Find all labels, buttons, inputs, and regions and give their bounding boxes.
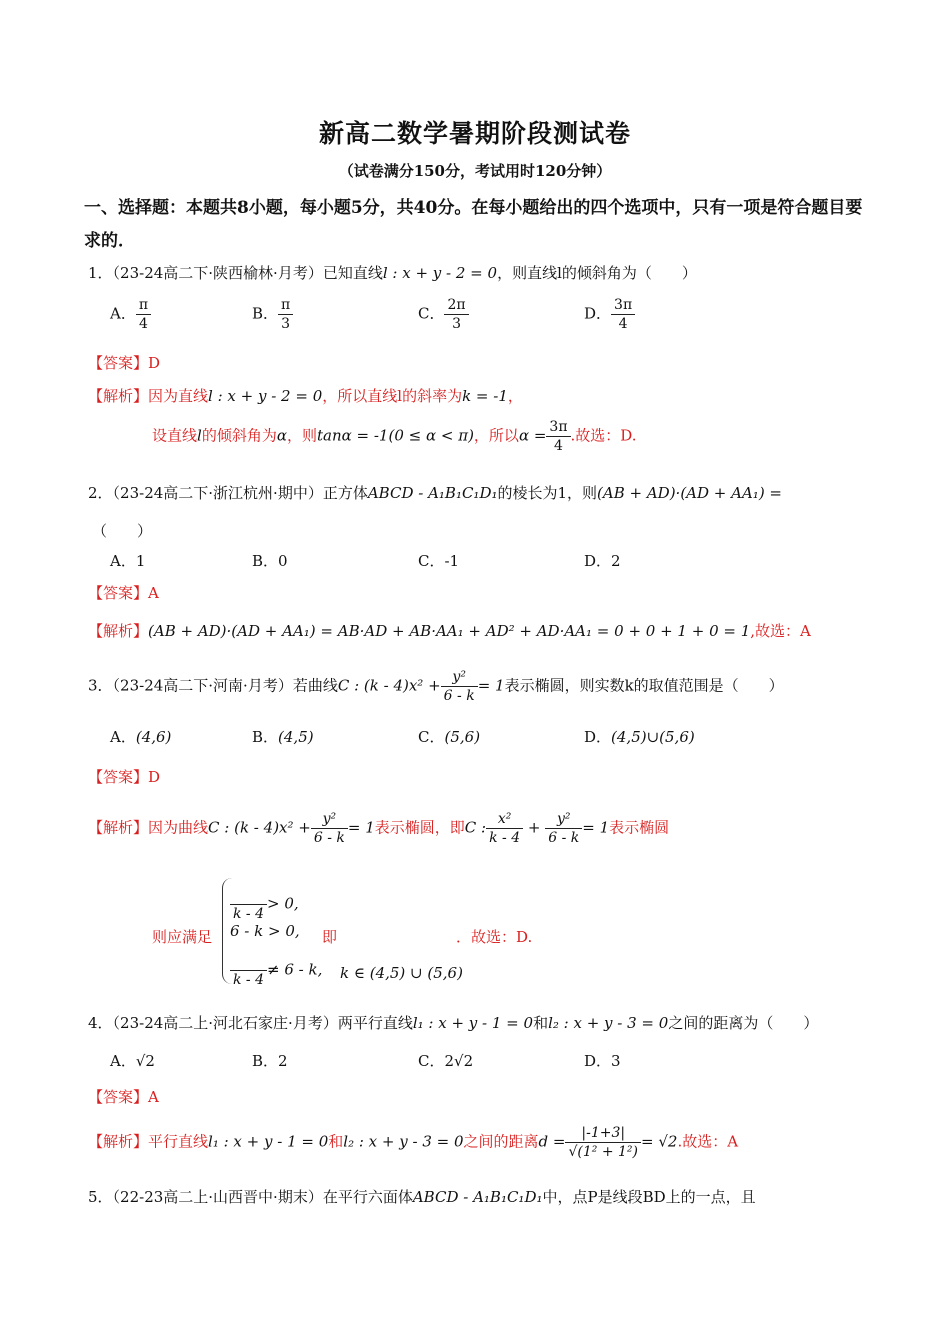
question-3: 3．（23-24高二下·河南·月考）若曲线C : (k - 4)x² + $\frac{\text{y²}}{6 - k}$ = 1表示椭圆，则实数k的取值范围是（ ） bbox=[88, 669, 784, 704]
q2-option-a: A．1 bbox=[110, 552, 146, 570]
question-1-expr: l : x + y - 2 = 0 bbox=[382, 264, 498, 282]
section-heading: 一、选择题：本题共8小题，每小题5分，共40分。在每小题给出的四个选项中，只有一项是符合题目要求的． bbox=[84, 198, 863, 251]
question-2-paren: （ ） bbox=[92, 522, 153, 540]
q3-cond-1: k - 4 > 0, bbox=[230, 886, 299, 923]
q4-option-a: A．√2 bbox=[110, 1052, 155, 1070]
question-1-prefix: 1．（23-24高二下·陕西榆林·月考）已知直线 bbox=[88, 264, 383, 282]
q1-option-d: D． $\frac{3\pi}{4}$ bbox=[584, 296, 635, 333]
q2-option-d: D．2 bbox=[584, 552, 621, 570]
q4-option-d: D．3 bbox=[584, 1052, 621, 1070]
q1-analysis-line1: 【解析】因为直线l : x + y - 2 = 0，所以直线l的斜率为k = -1， bbox=[88, 387, 523, 405]
question-1 bbox=[88, 262, 697, 283]
q3-cond-mid: 即 bbox=[322, 928, 338, 946]
q1-option-a: A． $\frac{\pi}{4}$ bbox=[110, 296, 151, 333]
q2-analysis: 【解析】(AB + AD)·(AD + AA₁) = AB·AD + AB·AA₁ + AD² + AD·AA₁ = 0 + 0 + 1 + 0 = 1,故选：A bbox=[88, 622, 811, 640]
q3-cond-2: 6 - k > 0, bbox=[230, 922, 300, 940]
question-4: 4．（23-24高二上·河北石家庄·月考）两平行直线l₁ : x + y - 1 = 0和l₂ : x + y - 3 = 0之间的距离为（ ） bbox=[88, 1014, 819, 1032]
q3-cond-result: k ∈ (4,5) ∪ (5,6) bbox=[340, 964, 463, 982]
q2-answer: 【答案】A bbox=[88, 584, 159, 602]
question-1-suffix: ，则直线l的倾斜角为（ ） bbox=[497, 264, 697, 282]
q3-cond-end: ．故选：D. bbox=[456, 928, 533, 946]
q4-analysis: 【解析】平行直线l₁ : x + y - 1 = 0和l₂ : x + y - 3 = 0之间的距离d = $\frac{|-1+3|}{\text{√(1² + 1²)}}$ = √2.故选：A bbox=[88, 1125, 739, 1160]
question-2: 2．（23-24高二下·浙江杭州·期中）正方体ABCD - A₁B₁C₁D₁的棱长为1，则(AB + AD)·(AD + AA₁) = bbox=[88, 484, 783, 502]
page-subtitle: （试卷满分150分，考试用时120分钟） bbox=[338, 162, 612, 180]
question-5: 5．（22-23高二上·山西晋中·期末）在平行六面体ABCD - A₁B₁C₁D₁中，点P是线段BD上的一点，且 bbox=[88, 1188, 756, 1206]
q3-option-d: D．(4,5)∪(5,6) bbox=[584, 728, 695, 746]
q3-option-c: C．(5,6) bbox=[418, 728, 481, 746]
q2-option-b: B．0 bbox=[252, 552, 288, 570]
q3-option-a: A．(4,6) bbox=[110, 728, 172, 746]
q1-option-c: C． $\frac{2\pi}{3}$ bbox=[418, 296, 469, 333]
q3-cond-3: k - 4 ≠ 6 - k, bbox=[230, 952, 322, 989]
q4-answer: 【答案】A bbox=[88, 1088, 159, 1106]
q1-analysis-line2: 设直线l的倾斜角为α，则tanα = -1(0 ≤ α < π)，所以α = $\frac{3\pi}{4}$ .故选：D. bbox=[152, 419, 637, 454]
q3-option-b: B．(4,5) bbox=[252, 728, 314, 746]
q3-answer: 【答案】D bbox=[88, 768, 161, 786]
q4-option-c: C．2√2 bbox=[418, 1052, 474, 1070]
q1-option-b: B． $\frac{\pi}{3}$ bbox=[252, 296, 293, 333]
q4-option-b: B．2 bbox=[252, 1052, 288, 1070]
q3-condition-label: 则应满足 bbox=[152, 928, 213, 946]
q3-analysis-line1: 【解析】因为曲线C : (k - 4)x² + $\frac{\text{y²}}{6 - k}$ = 1表示椭圆，即C : $\frac{\text{x²}}{k - 4}$ + $\frac{\text{y²}}{6 - k}$ = 1表示椭圆 bbox=[88, 811, 670, 846]
q2-option-c: C．-1 bbox=[418, 552, 460, 570]
q1-answer: 【答案】D bbox=[88, 354, 161, 372]
page-title: 新高二数学暑期阶段测试卷 bbox=[318, 119, 631, 148]
